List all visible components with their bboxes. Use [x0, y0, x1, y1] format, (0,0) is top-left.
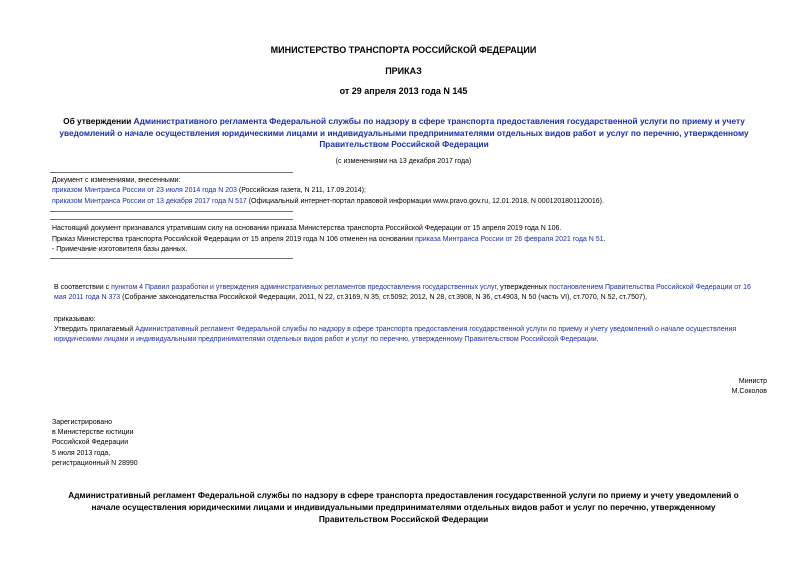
divider: [50, 211, 293, 212]
appendix-title-line: начале осуществления юридическими лицами и индивидуальными предпринимателями отдельных видов работ и услуг по перечню, утвержденному: [91, 502, 716, 512]
body-paragraph: [54, 283, 751, 293]
decree-link[interactable]: мая 2011 года N 373: [54, 294, 121, 301]
change-source: (Российская газета, N 211, 17.09.2014);: [236, 187, 366, 194]
body-text: В соответствии с: [54, 284, 112, 291]
registration-line: регистрационный N 28990: [52, 460, 138, 467]
status-text: .: [603, 236, 606, 243]
title-prefix: Об утверждении: [63, 116, 134, 126]
status-link[interactable]: приказа Минтранса России от 26 февраля 2021 года N 51: [415, 236, 604, 243]
signature-position: Министр: [738, 378, 767, 385]
body-paragraph-cont: [54, 293, 647, 303]
regulation-link[interactable]: Административный регламент Федеральной службы по надзору в сфере транспорта предоставления государственной услуги по приему и учету уведомлений о начале осуществления: [135, 326, 737, 333]
registration-line: Зарегистрировано: [52, 419, 112, 426]
change-item: [52, 186, 366, 196]
document-date: от 29 апреля 2013 года N 145: [339, 86, 468, 96]
registration-line: 5 июля 2013 года,: [52, 450, 111, 457]
signature-name: М.Соколов: [731, 388, 767, 395]
body-text: Утвердить прилагаемый: [54, 326, 136, 333]
rules-link[interactable]: пунктом 4 Правил разработки и утверждения административных регламентов предоставления государственных услуг: [111, 284, 497, 291]
appendix-title-line: Административный регламент Федеральной службы по надзору в сфере транспорта предоставления государственной услуги по приему и учету уведомлений о: [68, 490, 739, 500]
body-text: (Собрание законодательства Российской Федерации, 2011, N 22, ст.3169, N 35, ст.5092; 2012, N 28, ст.3908, N 36, ст.4903, N 50 (часть VI), ст.7070, N 52, ст.7507),: [120, 294, 648, 301]
title-link[interactable]: Административного регламента Федеральной службы по надзору в сфере транспорта предоставления государственной услуги по приему и учету уведомлений о начале осуществления юридическими лицами и индивидуальными предпринимателями отдельных видов работ и услуг по перечню, утвержденному Правительством Российской Федерации: [59, 116, 749, 149]
divider: [50, 172, 293, 173]
status-line: [52, 235, 606, 245]
body-text: .: [596, 336, 599, 343]
registration-line: в Министерстве юстиции: [52, 429, 134, 436]
registration-line: Российской Федерации: [52, 439, 129, 446]
regulation-link[interactable]: юридическими лицами и индивидуальными предпринимателями отдельных видов работ и услуг по перечню, утвержденному Правительством Российской Федерации: [54, 336, 597, 343]
revision-note: (с изменениями на 13 декабря 2017 года): [335, 158, 472, 165]
document-title: [40, 116, 768, 151]
status-line: Настоящий документ признавался утратившим силу на основании приказа Министерства транспорта Российской Федерации от 15 апреля 2019 года N 106.: [52, 225, 562, 232]
status-note: - Примечание изготовителя базы данных.: [52, 246, 188, 253]
divider: [50, 258, 293, 259]
ministry-heading: МИНИСТЕРСТВО ТРАНСПОРТА РОССИЙСКОЙ ФЕДЕРАЦИИ: [270, 45, 537, 55]
status-text: Приказ Министерства транспорта Российской Федерации от 15 апреля 2019 года N 106 отменен на основании: [52, 236, 416, 243]
document-type: ПРИКАЗ: [385, 66, 422, 76]
change-source: (Официальный интернет-портал правовой информации www.pravo.gov.ru, 12.01.2018, N 0001201801120016).: [246, 198, 604, 205]
appendix-title-line: Правительством Российской Федерации: [318, 514, 489, 524]
approve-paragraph: [54, 325, 736, 335]
approve-paragraph-cont: [54, 335, 599, 345]
appendix-title: [0, 489, 807, 525]
body-text: , утвержденных: [496, 284, 550, 291]
decree-link[interactable]: постановлением Правительства Российской Федерации от 16: [549, 284, 751, 291]
change-link[interactable]: приказом Минтранса России от 23 июля 2014 года N 203: [52, 187, 237, 194]
change-link[interactable]: приказом Минтранса России от 13 декабря 2017 года N 517: [52, 198, 247, 205]
divider: [50, 219, 293, 220]
change-item: [52, 197, 604, 207]
order-word: приказываю:: [54, 316, 96, 323]
changes-heading: Документ с изменениями, внесенными:: [52, 177, 181, 184]
